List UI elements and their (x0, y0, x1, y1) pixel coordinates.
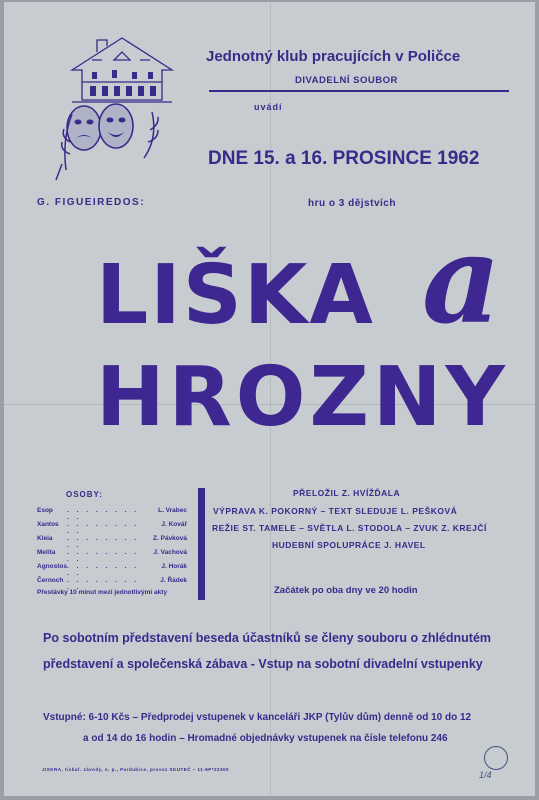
cast-row (37, 563, 187, 575)
dot-leader: . . . . . . . . . . (67, 563, 140, 577)
title-conjunction: a (422, 207, 502, 351)
cast-role: Kleia (37, 535, 53, 542)
divider-bar (198, 488, 205, 600)
start-time: Začátek po oba dny ve 20 hodin (274, 585, 418, 596)
cast-role: Agnostos (37, 563, 67, 570)
handwritten-note: 1/4 (479, 770, 492, 780)
credit-line: REŽIE ST. TAMELE – SVĚTLA L. STODOLA – ZVUK Z. KREJČÍ (212, 523, 487, 533)
discussion-line: Po sobotním představení beseda účastníků se členy souboru o zhlédnutém (43, 631, 492, 645)
cast-actor: J. Horák (161, 563, 187, 570)
cast-role: Esop (37, 507, 53, 514)
cast-actor: Z. Pávková (153, 535, 187, 542)
header-rule (209, 90, 509, 92)
cast-actor: J. Kovář (161, 521, 187, 528)
playwright: G. FIGUEIREDOS: (37, 197, 146, 208)
cast-row (37, 521, 187, 533)
dot-leader: . . . . . . . . . . (67, 549, 140, 563)
cast-role: Melita (37, 549, 56, 556)
title-line-2: HROZNY (96, 350, 509, 445)
credit-line: PŘELOŽIL Z. HVÍŽĎALA (293, 488, 401, 498)
archive-stamp (484, 746, 508, 770)
cast-heading: OSOBY: (66, 490, 103, 499)
cast-actor: L. Vrabec (158, 507, 187, 514)
ticket-info-line: Vstupné: 6-10 Kčs – Předprodej vstupenek v kanceláři JKP (Tylův dům) denně od 10 do 12 (43, 712, 472, 723)
club-name: Jednotný klub pracujících v Poličce (206, 48, 461, 65)
cast-row (37, 549, 187, 561)
title-line-1: LIŠKA (96, 248, 375, 343)
ticket-info-line: a od 14 do 16 hodin – Hromadné objednávky vstupenek na čísle telefonu 246 (83, 733, 448, 744)
play-subtitle: hru o 3 dějstvích (308, 198, 396, 209)
cast-row (37, 535, 187, 547)
cast-row (37, 507, 187, 519)
cast-actor: J. Řádek (160, 577, 187, 584)
theatre-logo-illustration (52, 30, 192, 180)
dot-leader: . . . . . . . . . . (67, 507, 140, 521)
cast-row (37, 577, 187, 589)
ensemble-name: DIVADELNÍ SOUBOR (295, 75, 398, 86)
intermission-note: Přestávky 10 minut mezi jednotlivými akty (37, 589, 168, 596)
dot-leader: . . . . . . . . . . (67, 521, 140, 535)
dot-leader: . . . . . . . . . . (67, 535, 140, 549)
credit-line: HUDEBNÍ SPOLUPRÁCE J. HAVEL (272, 540, 426, 550)
dot-leader: . . . . . . . . . . (67, 577, 140, 591)
poster (4, 2, 535, 796)
discussion-line: představení a společenská zábava - Vstup na sobotní divadelní vstupenky (43, 657, 483, 671)
cast-role: Xantos (37, 521, 59, 528)
credit-line: VÝPRAVA K. POKORNÝ – TEXT SLEDUJE L. PEŠKOVÁ (213, 506, 458, 516)
printer-imprint: JISKRA, tiskař. závody, n. p., Pardubice, provoz SKUTEČ – 11-6P*22300 (42, 767, 229, 772)
cast-actor: J. Vachová (153, 549, 187, 556)
cast-role: Černoch (37, 577, 64, 584)
presents-text: uvádí (254, 102, 283, 112)
performance-date: DNE 15. a 16. PROSINCE 1962 (208, 148, 480, 169)
